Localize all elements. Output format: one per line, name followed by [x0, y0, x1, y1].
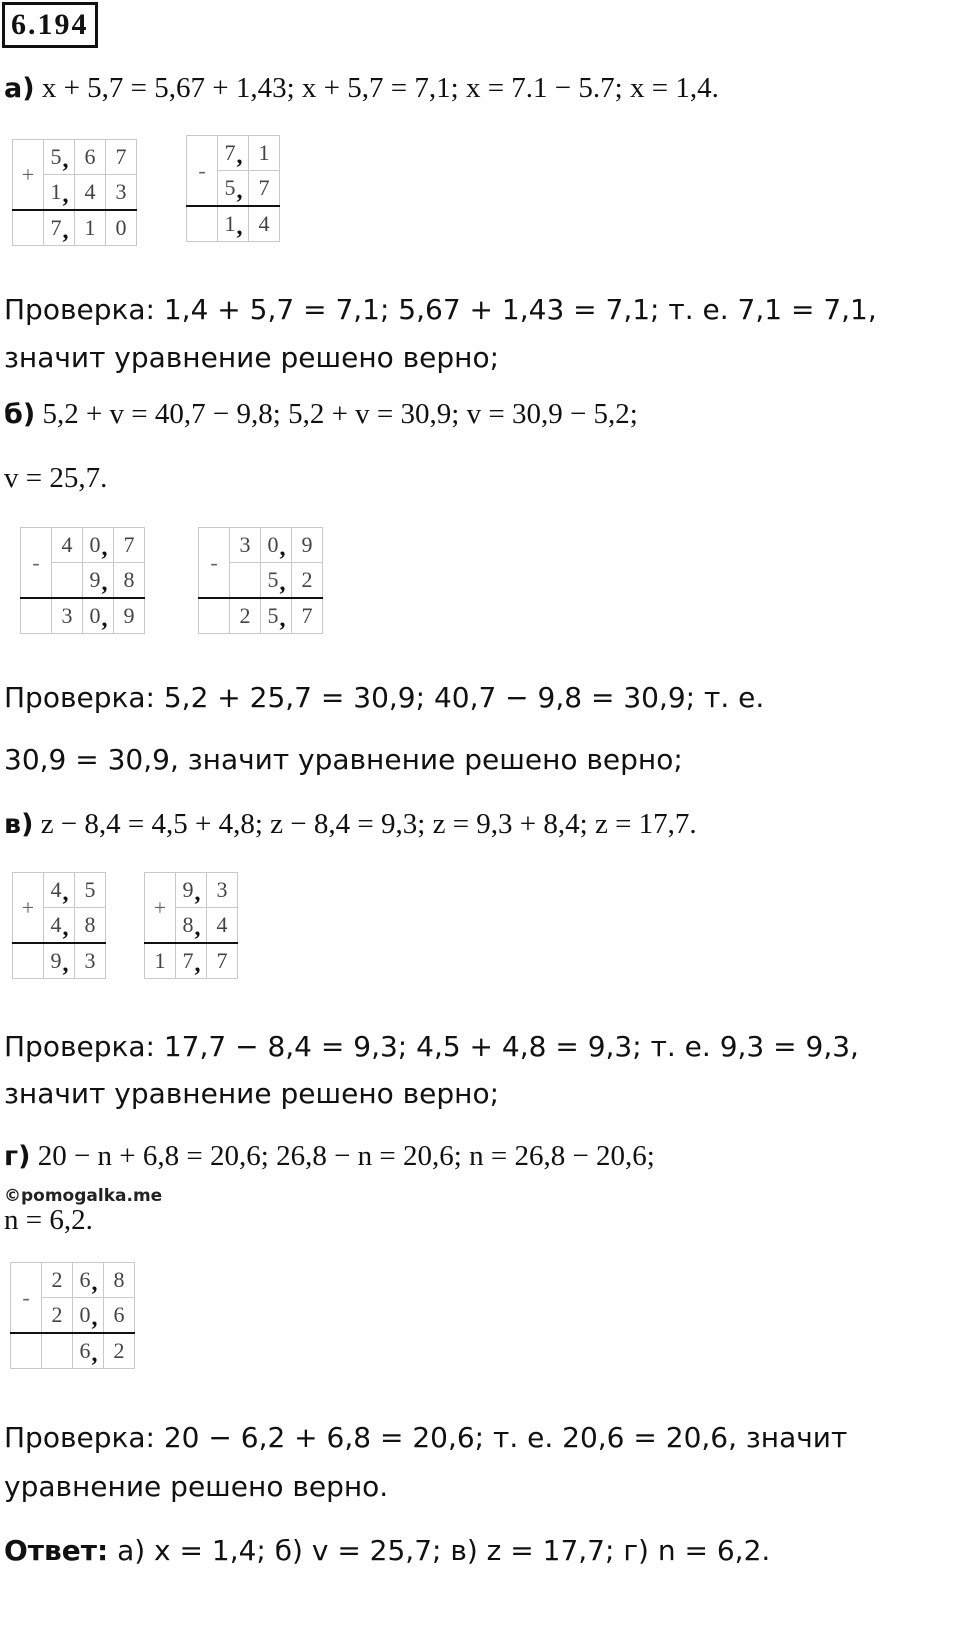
part-v-equation-text: z − 8,4 = 4,5 + 4,8; z − 8,4 = 9,3; z = 9,3 + 8,4; z = 17,7.	[40, 808, 697, 840]
calc-digit: 7,	[176, 943, 207, 979]
calc-digit: 3	[75, 943, 106, 979]
calc-digit: 9	[114, 598, 145, 634]
calc-operator: -	[187, 136, 218, 207]
calc-digit: 1	[249, 136, 280, 171]
calc-digit: 4	[52, 528, 83, 563]
calc-digit: 7	[114, 528, 145, 563]
calc-digit: 7	[292, 598, 323, 634]
calc-digit: 5	[75, 873, 106, 908]
calc-digit: 6,	[73, 1263, 104, 1298]
calc-operator: +	[145, 873, 176, 944]
calc-digit: 7	[207, 943, 238, 979]
calc-digit: 3	[52, 598, 83, 634]
problem-number: 6.194	[2, 2, 98, 48]
calc-digit: 7	[106, 140, 137, 175]
calc-digit: 5,	[261, 563, 292, 599]
calc-digit: 1	[75, 210, 106, 246]
calc-digit: 0,	[73, 1298, 104, 1334]
calc-digit: 0,	[83, 598, 114, 634]
calc-digit: 4	[207, 908, 238, 944]
calc-digit: 0	[106, 210, 137, 246]
calc-digit: 6	[104, 1298, 135, 1334]
calc-digit: 5,	[261, 598, 292, 634]
calc-digit: 8,	[176, 908, 207, 944]
calc-digit: 9,	[176, 873, 207, 908]
calc-digit: 9	[292, 528, 323, 563]
part-v-addition-table-2	[144, 872, 238, 979]
calc-operator: -	[199, 528, 230, 599]
part-b-equation	[4, 396, 638, 433]
calc-digit: 7,	[218, 136, 249, 171]
calc-digit: 3	[207, 873, 238, 908]
calc-operator: +	[13, 873, 44, 944]
calc-operator: -	[21, 528, 52, 599]
calc-digit: 1,	[218, 206, 249, 242]
part-v-addition-table-1	[12, 872, 106, 979]
calc-digit: 8	[75, 908, 106, 944]
calc-digit: 8	[114, 563, 145, 599]
part-g-label: г)	[4, 1141, 31, 1172]
part-v-check-line2: значит уравнение решено верно;	[4, 1077, 500, 1110]
part-g-check-line2: уравнение решено верно.	[4, 1470, 389, 1503]
part-b-equation-line2: v = 25,7.	[4, 462, 108, 494]
part-g-equation	[4, 1138, 655, 1175]
part-g-equation-text: 20 − n + 6,8 = 20,6; 26,8 − n = 20,6; n = 26,8 − 20,6;	[37, 1140, 655, 1172]
calc-digit: 4	[75, 175, 106, 211]
calc-digit: 4,	[44, 873, 75, 908]
calc-digit: 9,	[83, 563, 114, 599]
calc-digit: 2	[42, 1263, 73, 1298]
calc-digit: 2	[230, 598, 261, 634]
part-a-equation	[4, 70, 719, 107]
calc-digit: 3	[230, 528, 261, 563]
calc-digit: 7,	[44, 210, 75, 246]
calc-digit: 4	[249, 206, 280, 242]
part-g-check-line1: Проверка: 20 − 6,2 + 6,8 = 20,6; т. е. 20,6 = 20,6, значит	[4, 1421, 848, 1454]
part-a-check-line2: значит уравнение решено верно;	[4, 341, 500, 374]
calc-digit: 3	[106, 175, 137, 211]
part-b-subtraction-table-2	[198, 527, 323, 634]
watermark: ©pomogalka.me	[4, 1186, 163, 1206]
calc-digit	[230, 563, 261, 599]
part-b-label: б)	[4, 399, 36, 430]
part-b-check-line2: 30,9 = 30,9, значит уравнение решено верно;	[4, 743, 683, 776]
answer-label: Ответ:	[4, 1534, 109, 1567]
calc-operator: -	[11, 1263, 42, 1334]
answer-line	[4, 1533, 770, 1569]
calc-digit: 7	[249, 171, 280, 207]
part-a-check-line1: Проверка: 1,4 + 5,7 = 7,1; 5,67 + 1,43 = 7,1; т. е. 7,1 = 7,1,	[4, 293, 877, 326]
part-b-check-line1: Проверка: 5,2 + 25,7 = 30,9; 40,7 − 9,8 = 30,9; т. е.	[4, 681, 765, 714]
calc-digit: 8	[104, 1263, 135, 1298]
calc-digit: 5,	[44, 140, 75, 175]
calc-digit: 4,	[44, 908, 75, 944]
calc-digit: 1,	[44, 175, 75, 211]
calc-digit: 5,	[218, 171, 249, 207]
calc-digit: 1	[145, 943, 176, 979]
answer-text: а) x = 1,4; б) v = 25,7; в) z = 17,7; г) n = 6,2.	[108, 1534, 771, 1567]
calc-digit: 6	[75, 140, 106, 175]
calc-digit	[42, 1333, 73, 1369]
calc-digit: 2	[292, 563, 323, 599]
calc-digit: 2	[104, 1333, 135, 1369]
calc-digit: 0,	[261, 528, 292, 563]
part-b-subtraction-table-1	[20, 527, 145, 634]
calc-digit	[52, 563, 83, 599]
part-a-addition-table	[12, 139, 137, 246]
calc-digit: 6,	[73, 1333, 104, 1369]
part-a-subtraction-table	[186, 135, 280, 242]
part-v-check-line1: Проверка: 17,7 − 8,4 = 9,3; 4,5 + 4,8 = 9,3; т. е. 9,3 = 9,3,	[4, 1030, 859, 1063]
part-a-equation-text: x + 5,7 = 5,67 + 1,43; x + 5,7 = 7,1; x = 7.1 − 5.7; x = 1,4.	[41, 72, 719, 104]
calc-operator: +	[13, 140, 44, 211]
calc-digit: 2	[42, 1298, 73, 1334]
part-v-label: в)	[4, 809, 34, 840]
calc-digit: 0,	[83, 528, 114, 563]
part-b-equation-text: 5,2 + v = 40,7 − 9,8; 5,2 + v = 30,9; v = 30,9 − 5,2;	[42, 398, 638, 430]
part-g-equation-line2: n = 6,2.	[4, 1204, 93, 1236]
part-g-subtraction-table	[10, 1262, 135, 1369]
part-v-equation	[4, 806, 697, 843]
part-a-label: а)	[4, 73, 35, 104]
calc-digit: 9,	[44, 943, 75, 979]
